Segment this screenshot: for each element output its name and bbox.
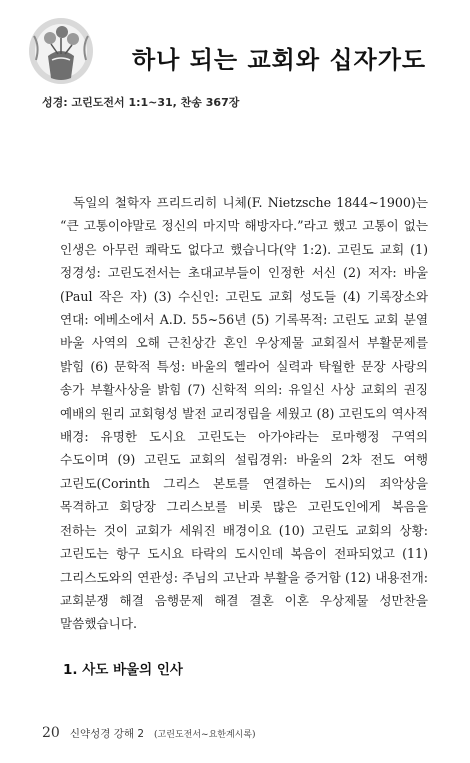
flower-pot-ornament-icon <box>26 16 96 86</box>
page-footer <box>42 725 256 741</box>
page-number: 20 <box>42 725 60 741</box>
chapter-title: 하나 되는 교회와 십자가도 <box>132 46 427 74</box>
book-title: 신약성경 강해 2 <box>69 728 145 740</box>
body-text <box>60 191 428 636</box>
chapter-header <box>22 14 452 86</box>
scripture-reference: 성경: 고린도전서 1:1~31, 찬송 367장 <box>42 96 240 109</box>
section-heading: 1. 사도 바울의 인사 <box>63 662 183 678</box>
book-subtitle: (고린도전서~요한계시록) <box>154 730 256 740</box>
body-paragraph: 독일의 철학자 프리드리히 니체(F. Nietzsche 1844~1900)는 “큰 고통이야말로 정신의 마지막 해방자다.”라고 했고 고통이 없는 인생은 아무런 쾌락도 없다고 했습니다(약 1:2). 고린도 교회 (1) 정경성: 고린도전서는 초대교부들이 인정한 서신 (2) 저자: 바울(Paul 작은 자) (3) 수신인: 고린도 교회 성도들 (4) 기록장소와 연대: 에베소에서 A.D. 55~56년 (5) 기록목적: 고린도 교회 분열 바울 사역의 오해 근친상간 혼인 우상제물 교회질서 부활문제를 밝힘 (6) 문학적 특성: 바울의 헬라어 실력과 탁월한 문장 사랑의 송가 부활사상을 밝힘 (7) 신학적 의의: 유일신 사상 교회의 권징 예배의 원리 교회형성 발전 교리정립을 세웠고 (8) 고린도의 역사적 배경: 유명한 도시요 고린도는 아가야라는 로마행정 구역의 수도이며 (9) 고린도 교회의 설립경위: 바울의 2차 전도 여행 고린도(Corinth 그리스 본토를 연결하는 도시)의 죄악상을 목격하고 회당장 그리스보를 비롯 많은 고린도인에게 복음을 전하는 것이 교회가 세워진 배경이요 (10) 고린도 교회의 상황: 고린도는 항구 도시요 타락의 도시인데 복음이 전파되었고 (11) 그리스도와의 연관성: 주님의 고난과 부활을 증거함 (12) 내용전개: 교회분쟁 해결 음행문제 해결 결혼 이혼 우상제물 성만찬을 말씀했습니다. <box>60 195 428 632</box>
